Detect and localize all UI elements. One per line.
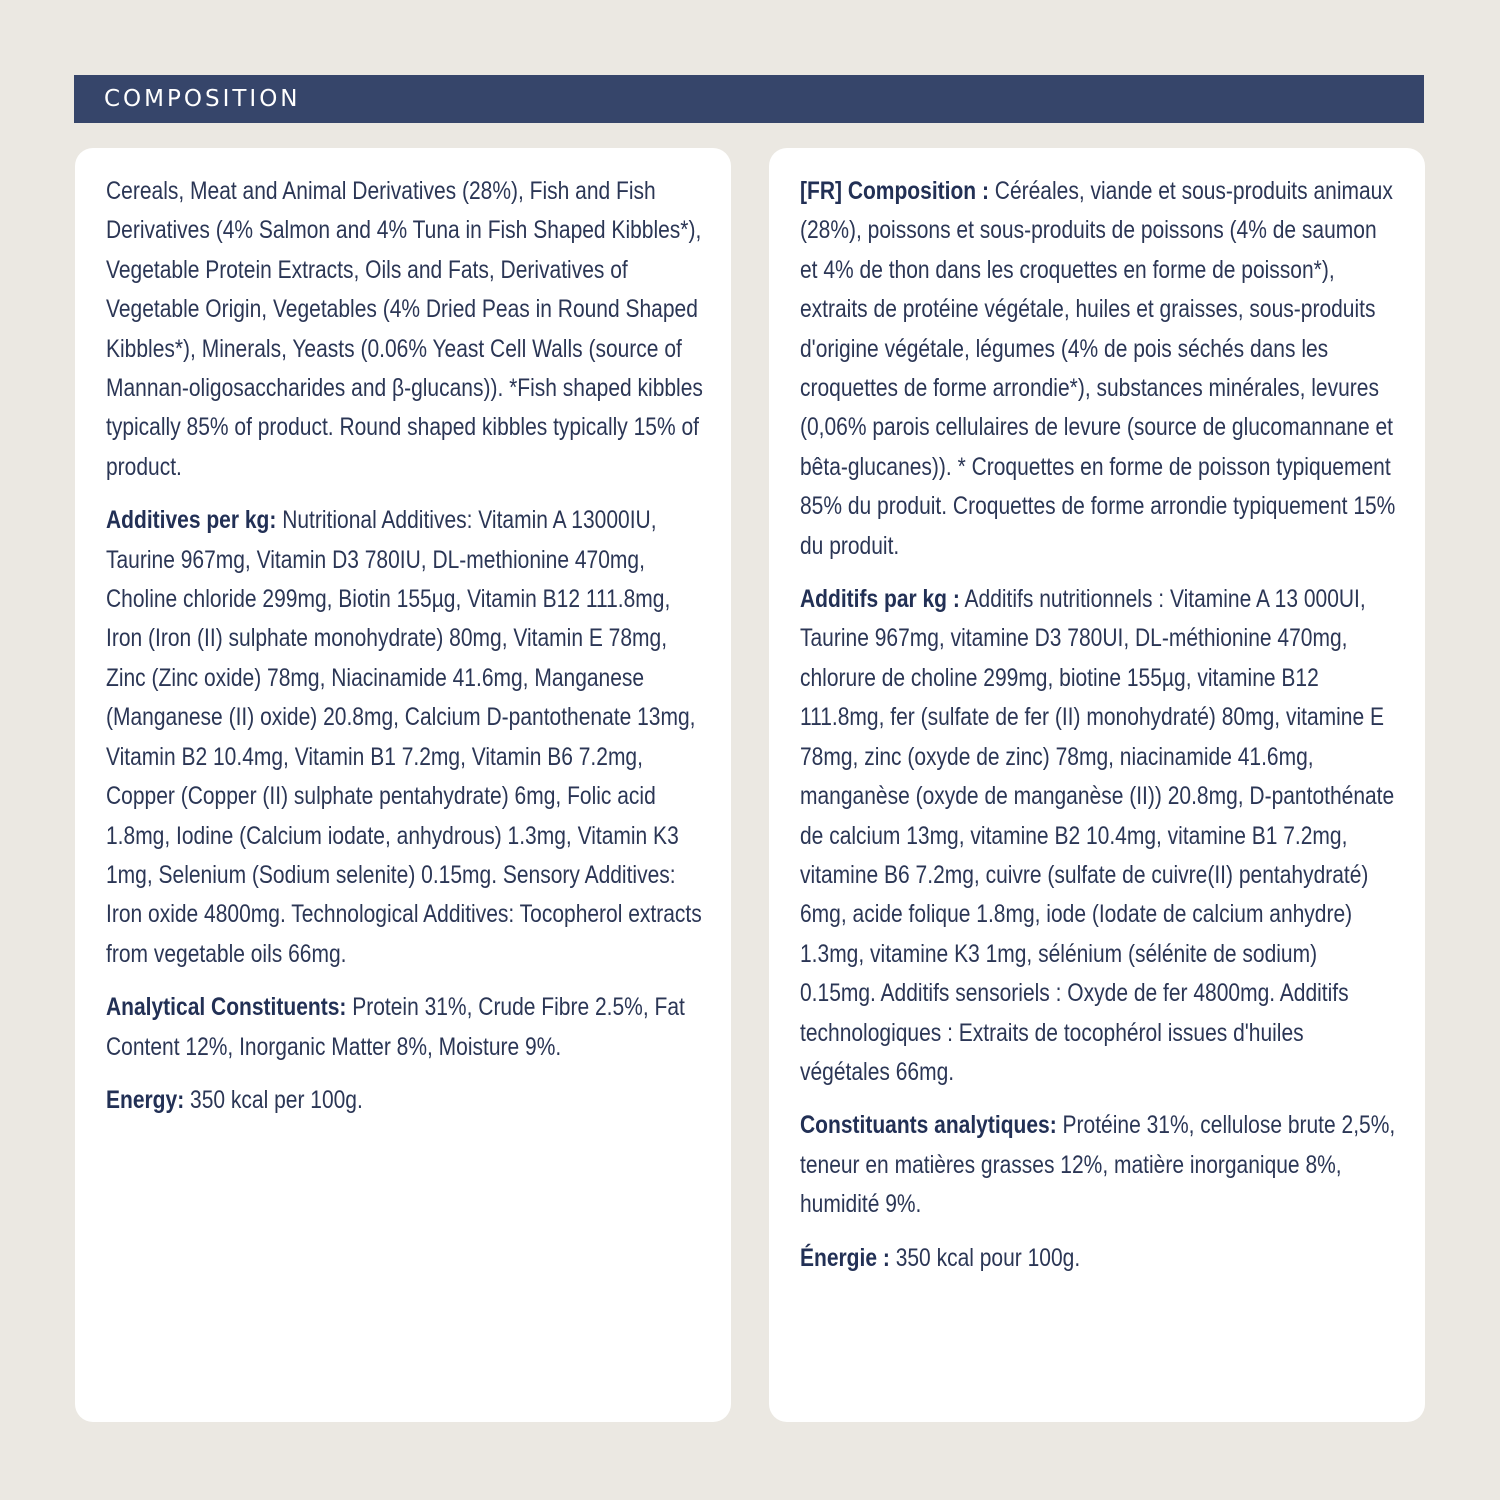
french-energy-paragraph xyxy=(800,1239,1399,1278)
french-energy-text: 350 kcal pour 100g. xyxy=(889,1243,1081,1272)
french-additives-text: Additifs nutritionnels : Vitamine A 13 000UI, Taurine 967mg, vitamine D3 780UI, DL-méthionine 470mg, chlorure de choline 299mg, biotine 155µg, vitamine B12 111.8mg, fer (sulfate de fer (II) monohydraté) 80mg, vitamine E 78mg, zinc (oxyde de zinc) 78mg, niacinamide 41.6mg, manganèse (oxyde de manganèse (II)) 20.8mg, D-pantothénate de calcium 13mg, vitamine B2 10.4mg, vitamine B1 7.2mg, vitamine B6 7.2mg, cuivre (sulfate de cuivre(II) pentahydraté) 6mg, acide folique 1.8mg, iode (Iodate de calcium anhydre) 1.3mg, vitamine K3 1mg, sélénium (sélénite de sodium) 0.15mg. Additifs sensoriels : Oxyde de fer 4800mg. Additifs technologiques : Extraits de tocophérol issues d'huiles végétales 66mg. xyxy=(800,585,1395,1086)
french-analytical-text: Protéine 31%, cellulose brute 2,5%, teneur en matières grasses 12%, matière inorganique 8%, humidité 9%. xyxy=(800,1111,1396,1219)
french-additives-label: Additifs par kg : xyxy=(800,585,960,614)
composition-title: COMPOSITION xyxy=(104,86,301,112)
english-energy-paragraph xyxy=(106,1081,705,1120)
french-composition-label: [FR] Composition : xyxy=(800,177,989,205)
english-composition-paragraph xyxy=(106,172,705,487)
english-composition-panel xyxy=(75,148,731,1422)
english-analytical-text: Protein 31%, Crude Fibre 2.5%, Fat Content 12%, Inorganic Matter 8%, Moisture 9%. xyxy=(106,993,685,1061)
english-additives-text: Nutritional Additives: Vitamin A 13000IU, Taurine 967mg, Vitamin D3 780IU, DL-methionine 470mg, Choline chloride 299mg, Biotin 155µg, Vitamin B12 111.8mg, Iron (Iron (II) sulphate monohydrate) 80mg, Vitamin E 78mg, Zinc (Zinc oxide) 78mg, Niacinamide 41.6mg, Manganese (Manganese (II) oxide) 20.8mg, Calcium D-pantothenate 13mg, Vitamin B2 10.4mg, Vitamin B1 7.2mg, Vitamin B6 7.2mg, Copper (Copper (II) sulphate pentahydrate) 6mg, Folic acid 1.8mg, Iodine (Calcium iodate, anhydrous) 1.3mg, Vitamin K3 1mg, Selenium (Sodium selenite) 0.15mg. Sensory Additives: Iron oxide 4800mg. Technological Additives: Tocopherol extracts from vegetable oils 66mg. xyxy=(106,506,702,968)
english-analytical-label: Analytical Constituents: xyxy=(106,993,347,1022)
french-composition-text: Céréales, viande et sous-produits animaux (28%), poissons et sous-produits de poissons (4% de saumon et 4% de thon dans les croquettes en forme de poisson*), extraits de protéine végétale, huiles et graisses, sous-produits d'origine végétale, légumes (4% de pois séchés dans les croquettes de forme arrondie*), substances minérales, levures (0,06% parois cellulaires de levure (source de glucomannane et bêta-glucanes)). * Croquettes en forme de poisson typiquement 85% du produit. Croquettes de forme arrondie typiquement 15% du produit. xyxy=(800,177,1396,560)
french-analytical-label: Constituants analytiques: xyxy=(800,1111,1057,1140)
english-additives-label: Additives per kg: xyxy=(106,506,277,535)
composition-header-bar xyxy=(74,75,1424,123)
english-energy-text: 350 kcal per 100g. xyxy=(184,1085,363,1114)
english-energy-label: Energy: xyxy=(106,1085,185,1114)
french-composition-paragraph xyxy=(800,172,1399,566)
french-analytical-paragraph xyxy=(800,1106,1399,1224)
french-composition-panel xyxy=(769,148,1425,1422)
english-additives-paragraph xyxy=(106,501,705,974)
french-additives-paragraph xyxy=(800,580,1399,1092)
french-energy-label: Énergie : xyxy=(800,1243,890,1272)
english-analytical-paragraph xyxy=(106,988,705,1067)
english-composition-text: Cereals, Meat and Animal Derivatives (28%), Fish and Fish Derivatives (4% Salmon and 4% Tuna in Fish Shaped Kibbles*), Vegetable Protein Extracts, Oils and Fats, Derivatives of Vegetable Origin, Vegetables (4% Dried Peas in Round Shaped Kibbles*), Minerals, Yeasts (0.06% Yeast Cell Walls (source of Mannan-oligosaccharides and β-glucans)). *Fish shaped kibbles typically 85% of product. Round shaped kibbles typically 15% of product. xyxy=(106,177,703,481)
